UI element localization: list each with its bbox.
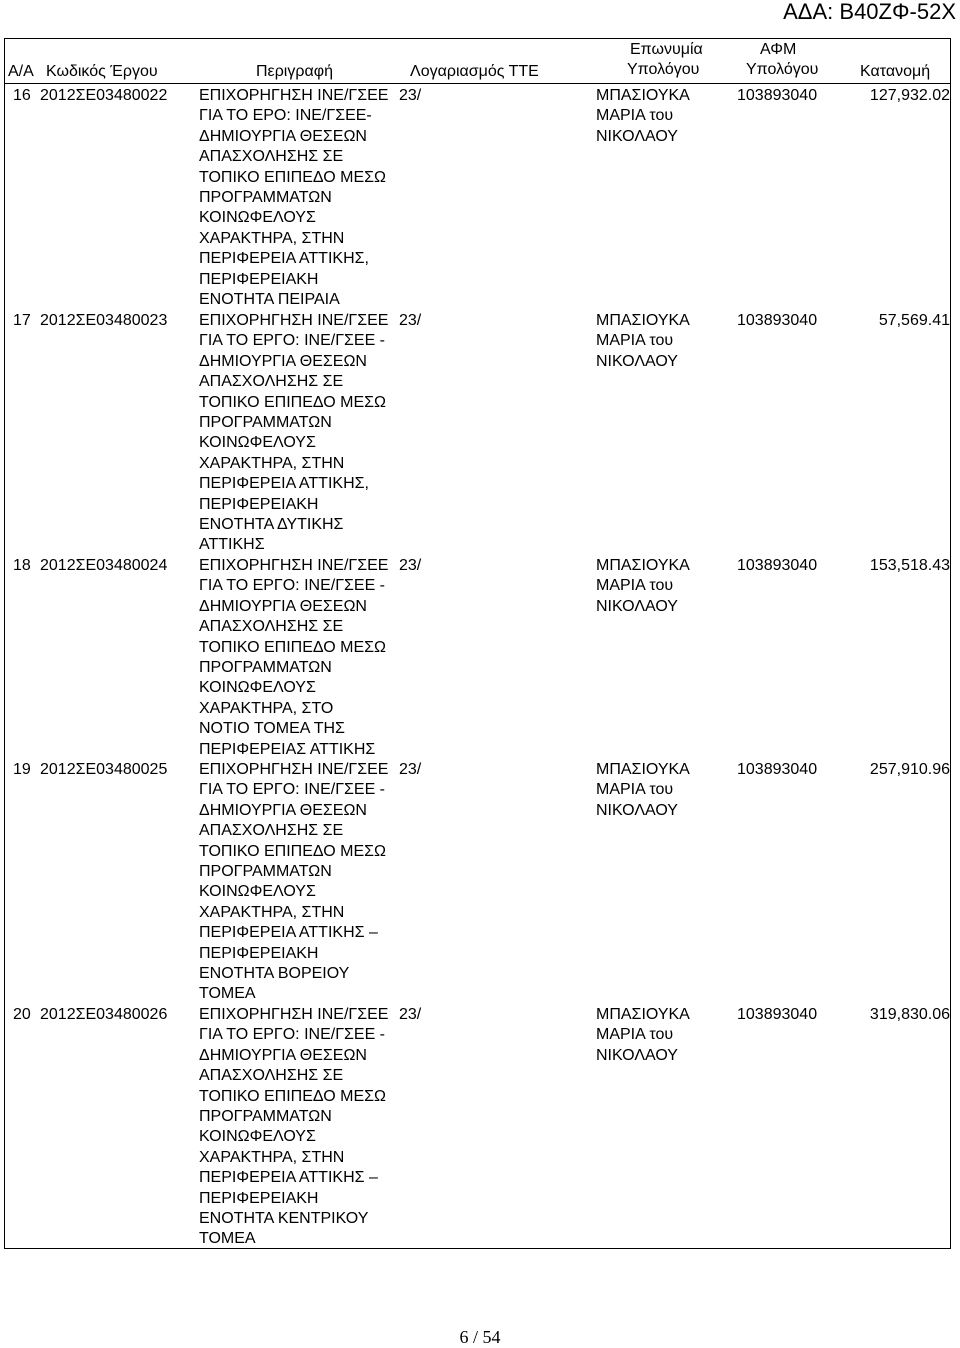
row-afm: 103893040 <box>737 87 818 104</box>
current-page: 6 <box>459 1327 469 1347</box>
row-code: 2012ΣΕ03480023 <box>40 312 168 329</box>
page-number <box>0 1327 960 1348</box>
row-amount: 257,910.96 <box>869 761 950 778</box>
row-afm: 103893040 <box>737 1006 818 1023</box>
row-afm: 103893040 <box>737 761 818 778</box>
table-right-border <box>950 38 951 1249</box>
row-aa: 16 <box>13 87 31 104</box>
row-aa: 18 <box>13 557 31 574</box>
row-account: 23/ <box>399 87 422 104</box>
ada-stamp: ΑΔΑ: Β40ΖΦ-52Χ <box>783 0 956 24</box>
header-afm-line1: ΑΦΜ <box>760 41 797 58</box>
row-account: 23/ <box>399 312 422 329</box>
row-account: 23/ <box>399 1006 422 1023</box>
row-description: ΕΠΙΧΟΡΗΓΗΣΗ ΙΝΕ/ΓΣΕΕ ΓΙΑ ΤΟ ΕΡΟ: ΙΝΕ/ΓΣΕΕ- ΔΗΜΙΟΥΡΓΙΑ ΘΕΣΕΩΝ ΑΠΑΣΧΟΛΗΣΗΣ ΣΕ ΤΟΠΙΚΟ ΕΠΙΠΕΔΟ ΜΕΣΩ ΠΡΟΓΡΑΜΜΑΤΩΝ ΚΟΙΝΩΦΕΛΟΥΣ ΧΑΡΑΚΤΗΡΑ, ΣΤΗΝ ΠΕΡΙΦΕΡΕΙΑ ΑΤΤΙΚΗΣ, ΠΕΡΙΦΕΡΕΙΑΚΗ ΕΝΟΤΗΤΑ ΠΕΙΡΑΙΑ <box>199 87 389 309</box>
row-account: 23/ <box>399 557 422 574</box>
header-name-line2: Υπολόγου <box>627 61 700 78</box>
row-code: 2012ΣΕ03480025 <box>40 761 168 778</box>
table-bottom-border <box>4 1248 950 1249</box>
header-afm-line2: Υπολόγου <box>746 61 819 78</box>
row-description: ΕΠΙΧΟΡΗΓΗΣΗ ΙΝΕ/ΓΣΕΕ ΓΙΑ ΤΟ ΕΡΓΟ: ΙΝΕ/ΓΣΕΕ - ΔΗΜΙΟΥΡΓΙΑ ΘΕΣΕΩΝ ΑΠΑΣΧΟΛΗΣΗΣ ΣΕ ΤΟΠΙΚΟ ΕΠΙΠΕΔΟ ΜΕΣΩ ΠΡΟΓΡΑΜΜΑΤΩΝ ΚΟΙΝΩΦΕΛΟΥΣ ΧΑΡΑΚΤΗΡΑ, ΣΤΟ ΝΟΤΙΟ ΤΟΜΕΑ ΤΗΣ ΠΕΡΙΦΕΡΕΙΑΣ ΑΤΤΙΚΗΣ <box>199 557 389 758</box>
header-account: Λογαριασμός ΤΤΕ <box>410 63 539 80</box>
header-allocation: Κατανομή <box>860 63 931 80</box>
row-name: ΜΠΑΣΙΟΥΚΑ ΜΑΡΙΑ του ΝΙΚΟΛΑΟΥ <box>596 1006 690 1064</box>
row-name: ΜΠΑΣΙΟΥΚΑ ΜΑΡΙΑ του ΝΙΚΟΛΑΟΥ <box>596 557 690 615</box>
row-code: 2012ΣΕ03480022 <box>40 87 168 104</box>
header-description: Περιγραφή <box>256 63 333 80</box>
row-account: 23/ <box>399 761 422 778</box>
header-name-line1: Επωνυμία <box>630 41 703 58</box>
row-name: ΜΠΑΣΙΟΥΚΑ ΜΑΡΙΑ του ΝΙΚΟΛΑΟΥ <box>596 312 690 370</box>
total-pages: 54 <box>482 1327 501 1347</box>
row-code: 2012ΣΕ03480024 <box>40 557 168 574</box>
row-aa: 19 <box>13 761 31 778</box>
row-amount: 153,518.43 <box>869 557 950 574</box>
row-name: ΜΠΑΣΙΟΥΚΑ ΜΑΡΙΑ του ΝΙΚΟΛΑΟΥ <box>596 87 690 145</box>
header-bottom-border <box>4 83 950 84</box>
row-amount: 127,932.02 <box>869 87 950 104</box>
row-amount: 57,569.41 <box>878 312 950 329</box>
row-aa: 20 <box>13 1006 31 1023</box>
row-description: ΕΠΙΧΟΡΗΓΗΣΗ ΙΝΕ/ΓΣΕΕ ΓΙΑ ΤΟ ΕΡΓΟ: ΙΝΕ/ΓΣΕΕ - ΔΗΜΙΟΥΡΓΙΑ ΘΕΣΕΩΝ ΑΠΑΣΧΟΛΗΣΗΣ ΣΕ ΤΟΠΙΚΟ ΕΠΙΠΕΔΟ ΜΕΣΩ ΠΡΟΓΡΑΜΜΑΤΩΝ ΚΟΙΝΩΦΕΛΟΥΣ ΧΑΡΑΚΤΗΡΑ, ΣΤΗΝ ΠΕΡΙΦΕΡΕΙΑ ΑΤΤΙΚΗΣ – ΠΕΡΙΦΕΡΕΙΑΚΗ ΕΝΟΤΗΤΑ ΒΟΡΕΙΟΥ ΤΟΜΕΑ <box>199 761 389 1003</box>
row-amount: 319,830.06 <box>869 1006 950 1023</box>
page-separator: / <box>472 1327 478 1347</box>
header-aa: Α/Α <box>8 63 34 80</box>
row-description: ΕΠΙΧΟΡΗΓΗΣΗ ΙΝΕ/ΓΣΕΕ ΓΙΑ ΤΟ ΕΡΓΟ: ΙΝΕ/ΓΣΕΕ - ΔΗΜΙΟΥΡΓΙΑ ΘΕΣΕΩΝ ΑΠΑΣΧΟΛΗΣΗΣ ΣΕ ΤΟΠΙΚΟ ΕΠΙΠΕΔΟ ΜΕΣΩ ΠΡΟΓΡΑΜΜΑΤΩΝ ΚΟΙΝΩΦΕΛΟΥΣ ΧΑΡΑΚΤΗΡΑ, ΣΤΗΝ ΠΕΡΙΦΕΡΕΙΑ ΑΤΤΙΚΗΣ – ΠΕΡΙΦΕΡΕΙΑΚΗ ΕΝΟΤΗΤΑ ΚΕΝΤΡΙΚΟΥ ΤΟΜΕΑ <box>199 1006 389 1248</box>
row-code: 2012ΣΕ03480026 <box>40 1006 168 1023</box>
table-left-border <box>4 38 5 1249</box>
row-aa: 17 <box>13 312 31 329</box>
row-afm: 103893040 <box>737 312 818 329</box>
row-description: ΕΠΙΧΟΡΗΓΗΣΗ ΙΝΕ/ΓΣΕΕ ΓΙΑ ΤΟ ΕΡΓΟ: ΙΝΕ/ΓΣΕΕ - ΔΗΜΙΟΥΡΓΙΑ ΘΕΣΕΩΝ ΑΠΑΣΧΟΛΗΣΗΣ ΣΕ ΤΟΠΙΚΟ ΕΠΙΠΕΔΟ ΜΕΣΩ ΠΡΟΓΡΑΜΜΑΤΩΝ ΚΟΙΝΩΦΕΛΟΥΣ ΧΑΡΑΚΤΗΡΑ, ΣΤΗΝ ΠΕΡΙΦΕΡΕΙΑ ΑΤΤΙΚΗΣ, ΠΕΡΙΦΕΡΕΙΑΚΗ ΕΝΟΤΗΤΑ ΔΥΤΙΚΗΣ ΑΤΤΙΚΗΣ <box>199 312 389 554</box>
header-code: Κωδικός Έργου <box>46 63 158 80</box>
row-afm: 103893040 <box>737 557 818 574</box>
table-top-border <box>4 38 950 39</box>
row-name: ΜΠΑΣΙΟΥΚΑ ΜΑΡΙΑ του ΝΙΚΟΛΑΟΥ <box>596 761 690 819</box>
